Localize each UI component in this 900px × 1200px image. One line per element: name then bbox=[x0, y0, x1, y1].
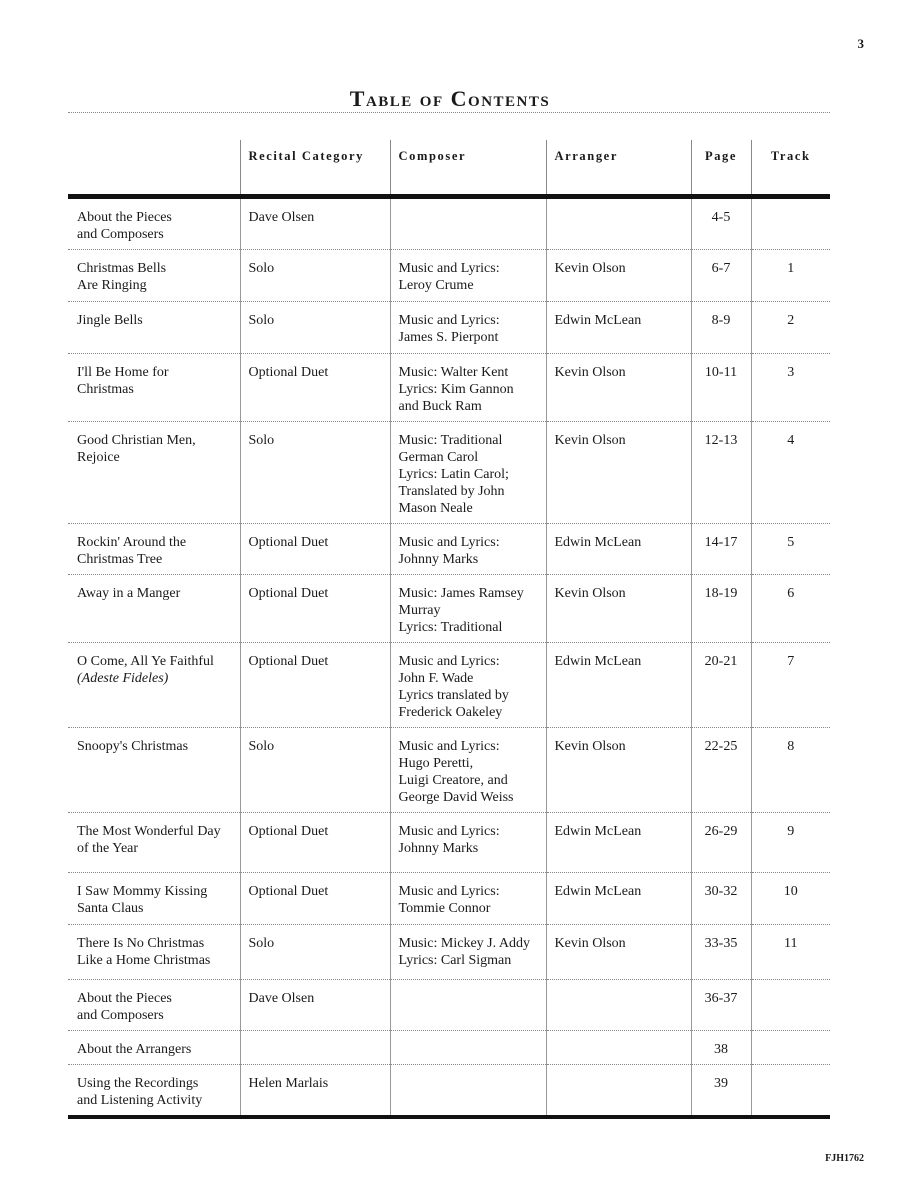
cell-track bbox=[751, 250, 830, 302]
cell-track-text: 7 bbox=[787, 654, 795, 669]
cell-page bbox=[691, 873, 751, 925]
cell-recital-category bbox=[240, 643, 390, 728]
table-row bbox=[68, 197, 830, 250]
cell-recital-category bbox=[240, 813, 390, 873]
cell-track bbox=[751, 728, 830, 813]
cell-page bbox=[691, 197, 751, 250]
cell-composer-text: Music: Mickey J. Addy Lyrics: Carl Sigman bbox=[398, 936, 530, 968]
cell-recital-category-text: Optional Duet bbox=[248, 824, 329, 839]
cell-page bbox=[691, 728, 751, 813]
catalog-code: FJH1762 bbox=[825, 1153, 864, 1164]
cell-title bbox=[68, 524, 240, 575]
cell-track bbox=[751, 524, 830, 575]
cell-composer bbox=[390, 813, 546, 873]
cell-arranger-text: Kevin Olson bbox=[554, 433, 626, 448]
cell-recital-category-text: Solo bbox=[248, 313, 275, 328]
cell-recital-category-text: Dave Olsen bbox=[248, 991, 315, 1006]
cell-track bbox=[751, 1065, 830, 1118]
cell-composer-text: Music and Lyrics: Johnny Marks bbox=[398, 535, 500, 567]
table-row bbox=[68, 524, 830, 575]
cell-recital-category bbox=[240, 1031, 390, 1065]
cell-recital-category bbox=[240, 575, 390, 643]
cell-recital-category-text: Optional Duet bbox=[248, 654, 329, 669]
cell-track-text: 3 bbox=[787, 365, 795, 380]
cell-track-text: 1 bbox=[787, 261, 795, 276]
header-composer: Composer bbox=[390, 140, 546, 197]
cell-recital-category bbox=[240, 873, 390, 925]
cell-page bbox=[691, 813, 751, 873]
cell-arranger bbox=[546, 354, 691, 422]
page-number: 3 bbox=[857, 36, 864, 51]
table-row bbox=[68, 250, 830, 302]
cell-recital-category-text: Dave Olsen bbox=[248, 210, 315, 225]
cell-title-text: I'll Be Home for Christmas bbox=[77, 365, 169, 397]
table-row bbox=[68, 575, 830, 643]
cell-title-text: I Saw Mommy Kissing Santa Claus bbox=[77, 884, 208, 916]
cell-page-text: 30-32 bbox=[704, 884, 738, 899]
cell-recital-category-text: Optional Duet bbox=[248, 586, 329, 601]
cell-arranger-text: Kevin Olson bbox=[554, 586, 626, 601]
cell-recital-category bbox=[240, 197, 390, 250]
cell-recital-category bbox=[240, 250, 390, 302]
cell-arranger bbox=[546, 524, 691, 575]
cell-page-text: 26-29 bbox=[704, 824, 738, 839]
cell-title bbox=[68, 873, 240, 925]
cell-title bbox=[68, 728, 240, 813]
header-title bbox=[68, 140, 240, 197]
cell-track bbox=[751, 873, 830, 925]
cell-composer-text: Music and Lyrics: Leroy Crume bbox=[398, 261, 500, 293]
cell-track-text: 4 bbox=[787, 433, 795, 448]
cell-arranger bbox=[546, 728, 691, 813]
cell-title bbox=[68, 925, 240, 980]
table-row bbox=[68, 813, 830, 873]
header-row bbox=[68, 140, 830, 197]
cell-track bbox=[751, 422, 830, 524]
table-row bbox=[68, 873, 830, 925]
cell-track bbox=[751, 197, 830, 250]
header-track: Track bbox=[751, 140, 830, 197]
cell-track-text: 5 bbox=[787, 535, 795, 550]
cell-page bbox=[691, 302, 751, 354]
cell-page bbox=[691, 524, 751, 575]
cell-arranger bbox=[546, 873, 691, 925]
contents-table bbox=[68, 140, 830, 1119]
cell-title-text: There Is No Christmas Like a Home Christmas bbox=[77, 936, 211, 968]
cell-title bbox=[68, 1065, 240, 1118]
cell-arranger bbox=[546, 980, 691, 1031]
cell-track bbox=[751, 813, 830, 873]
table-row bbox=[68, 422, 830, 524]
cell-page-text: 14-17 bbox=[704, 535, 738, 550]
cell-composer-text: Music: Traditional German Carol Lyrics: Latin Carol; Translated by John Mason Neale bbox=[398, 433, 509, 516]
cell-page bbox=[691, 925, 751, 980]
cell-title bbox=[68, 575, 240, 643]
cell-arranger bbox=[546, 250, 691, 302]
cell-composer bbox=[390, 575, 546, 643]
cell-title-text: O Come, All Ye Faithful bbox=[77, 654, 214, 669]
cell-recital-category-text: Solo bbox=[248, 261, 275, 276]
cell-composer bbox=[390, 302, 546, 354]
cell-title-text: About the Pieces and Composers bbox=[77, 210, 172, 242]
cell-title-text: Rockin' Around the Christmas Tree bbox=[77, 535, 187, 567]
cell-title bbox=[68, 197, 240, 250]
cell-page bbox=[691, 422, 751, 524]
cell-composer bbox=[390, 250, 546, 302]
cell-recital-category bbox=[240, 1065, 390, 1118]
cell-page-text: 36-37 bbox=[704, 991, 738, 1006]
cell-composer bbox=[390, 524, 546, 575]
table-row bbox=[68, 925, 830, 980]
cell-composer-text: Music: Walter Kent Lyrics: Kim Gannon and Buck Ram bbox=[398, 365, 514, 414]
cell-title-text: Good Christian Men, Rejoice bbox=[77, 433, 196, 465]
cell-page-text: 10-11 bbox=[704, 365, 738, 380]
cell-arranger bbox=[546, 1065, 691, 1118]
cell-page bbox=[691, 575, 751, 643]
cell-title bbox=[68, 980, 240, 1031]
cell-track bbox=[751, 980, 830, 1031]
cell-track bbox=[751, 302, 830, 354]
title-divider bbox=[68, 112, 830, 113]
cell-recital-category-text: Helen Marlais bbox=[248, 1076, 329, 1091]
cell-title-text: Using the Recordings and Listening Activity bbox=[77, 1076, 203, 1108]
cell-recital-category-text: Optional Duet bbox=[248, 365, 329, 380]
table-row bbox=[68, 980, 830, 1031]
cell-composer-text: Music and Lyrics: James S. Pierpont bbox=[398, 313, 500, 345]
cell-track-text: 9 bbox=[787, 824, 795, 839]
cell-track bbox=[751, 1031, 830, 1065]
cell-title-text: About the Pieces and Composers bbox=[77, 991, 172, 1023]
cell-page-text: 8-9 bbox=[711, 313, 731, 328]
cell-page-text: 33-35 bbox=[704, 936, 738, 951]
cell-arranger-text: Edwin McLean bbox=[554, 884, 642, 899]
cell-recital-category-text: Optional Duet bbox=[248, 535, 329, 550]
cell-composer-text: Music and Lyrics: Tommie Connor bbox=[398, 884, 500, 916]
cell-page-text: 6-7 bbox=[711, 261, 731, 276]
cell-arranger-text: Edwin McLean bbox=[554, 313, 642, 328]
cell-page-text: 39 bbox=[714, 1076, 728, 1091]
cell-composer-text: Music and Lyrics: John F. Wade Lyrics translated by Frederick Oakeley bbox=[398, 654, 509, 720]
cell-title bbox=[68, 1031, 240, 1065]
cell-page bbox=[691, 1065, 751, 1118]
cell-title bbox=[68, 250, 240, 302]
cell-page-text: 18-19 bbox=[704, 586, 738, 601]
cell-title bbox=[68, 354, 240, 422]
header-page: Page bbox=[691, 140, 751, 197]
cell-recital-category bbox=[240, 728, 390, 813]
cell-composer-text: Music: James Ramsey Murray Lyrics: Traditional bbox=[398, 586, 524, 635]
cell-composer-text: Music and Lyrics: Johnny Marks bbox=[398, 824, 500, 856]
cell-title-text: About the Arrangers bbox=[77, 1042, 192, 1057]
cell-title-subtitle: (Adeste Fideles) bbox=[77, 671, 169, 686]
table-row bbox=[68, 728, 830, 813]
cell-composer bbox=[390, 197, 546, 250]
cell-composer bbox=[390, 1065, 546, 1118]
cell-composer bbox=[390, 422, 546, 524]
cell-recital-category bbox=[240, 422, 390, 524]
cell-page-text: 38 bbox=[714, 1042, 728, 1057]
cell-title-text: Christmas Bells Are Ringing bbox=[77, 261, 167, 293]
cell-page bbox=[691, 1031, 751, 1065]
cell-track-text: 6 bbox=[787, 586, 795, 601]
table-row bbox=[68, 1065, 830, 1118]
cell-arranger-text: Kevin Olson bbox=[554, 365, 626, 380]
cell-recital-category bbox=[240, 980, 390, 1031]
table-row bbox=[68, 643, 830, 728]
page-title: Table of Contents bbox=[349, 86, 551, 111]
cell-recital-category bbox=[240, 354, 390, 422]
cell-arranger bbox=[546, 813, 691, 873]
cell-arranger bbox=[546, 302, 691, 354]
cell-page bbox=[691, 643, 751, 728]
cell-arranger bbox=[546, 197, 691, 250]
cell-recital-category bbox=[240, 524, 390, 575]
cell-page-text: 12-13 bbox=[704, 433, 738, 448]
cell-track bbox=[751, 643, 830, 728]
cell-arranger bbox=[546, 575, 691, 643]
cell-arranger bbox=[546, 925, 691, 980]
cell-title bbox=[68, 422, 240, 524]
cell-composer bbox=[390, 980, 546, 1031]
table-row bbox=[68, 1031, 830, 1065]
cell-arranger-text: Edwin McLean bbox=[554, 824, 642, 839]
cell-arranger-text: Edwin McLean bbox=[554, 654, 642, 669]
header-arranger: Arranger bbox=[546, 140, 691, 197]
cell-track bbox=[751, 354, 830, 422]
cell-arranger bbox=[546, 1031, 691, 1065]
cell-composer-text: Music and Lyrics: Hugo Peretti, Luigi Creatore, and George David Weiss bbox=[398, 739, 514, 805]
cell-recital-category bbox=[240, 302, 390, 354]
cell-track-text: 11 bbox=[784, 936, 798, 951]
cell-arranger-text: Edwin McLean bbox=[554, 535, 642, 550]
cell-track-text: 2 bbox=[787, 313, 795, 328]
cell-composer bbox=[390, 354, 546, 422]
cell-track-text: 10 bbox=[783, 884, 798, 899]
cell-composer bbox=[390, 873, 546, 925]
cell-recital-category-text: Solo bbox=[248, 739, 275, 754]
cell-arranger-text: Kevin Olson bbox=[554, 261, 626, 276]
cell-arranger bbox=[546, 643, 691, 728]
table-row bbox=[68, 302, 830, 354]
cell-title-text: Jingle Bells bbox=[77, 313, 143, 328]
cell-title bbox=[68, 643, 240, 728]
cell-title-text: Snoopy's Christmas bbox=[77, 739, 189, 754]
cell-page-text: 20-21 bbox=[704, 654, 738, 669]
cell-page-text: 4-5 bbox=[711, 210, 731, 225]
cell-composer bbox=[390, 728, 546, 813]
cell-page bbox=[691, 354, 751, 422]
cell-recital-category-text: Solo bbox=[248, 936, 275, 951]
cell-arranger-text: Kevin Olson bbox=[554, 936, 626, 951]
cell-title-text: Away in a Manger bbox=[77, 586, 181, 601]
cell-page-text: 22-25 bbox=[704, 739, 738, 754]
table-row bbox=[68, 354, 830, 422]
contents-body bbox=[68, 197, 830, 1118]
cell-page bbox=[691, 980, 751, 1031]
cell-arranger-text: Kevin Olson bbox=[554, 739, 626, 754]
cell-arranger bbox=[546, 422, 691, 524]
cell-recital-category-text: Solo bbox=[248, 433, 275, 448]
cell-composer bbox=[390, 1031, 546, 1065]
cell-track bbox=[751, 575, 830, 643]
cell-title bbox=[68, 813, 240, 873]
cell-title-text: The Most Wonderful Day of the Year bbox=[77, 824, 221, 856]
cell-recital-category bbox=[240, 925, 390, 980]
header-recital-category: Recital Category bbox=[240, 140, 390, 197]
cell-track-text: 8 bbox=[787, 739, 795, 754]
cell-page bbox=[691, 250, 751, 302]
cell-title bbox=[68, 302, 240, 354]
cell-recital-category-text: Optional Duet bbox=[248, 884, 329, 899]
cell-composer bbox=[390, 925, 546, 980]
cell-track bbox=[751, 925, 830, 980]
cell-composer bbox=[390, 643, 546, 728]
